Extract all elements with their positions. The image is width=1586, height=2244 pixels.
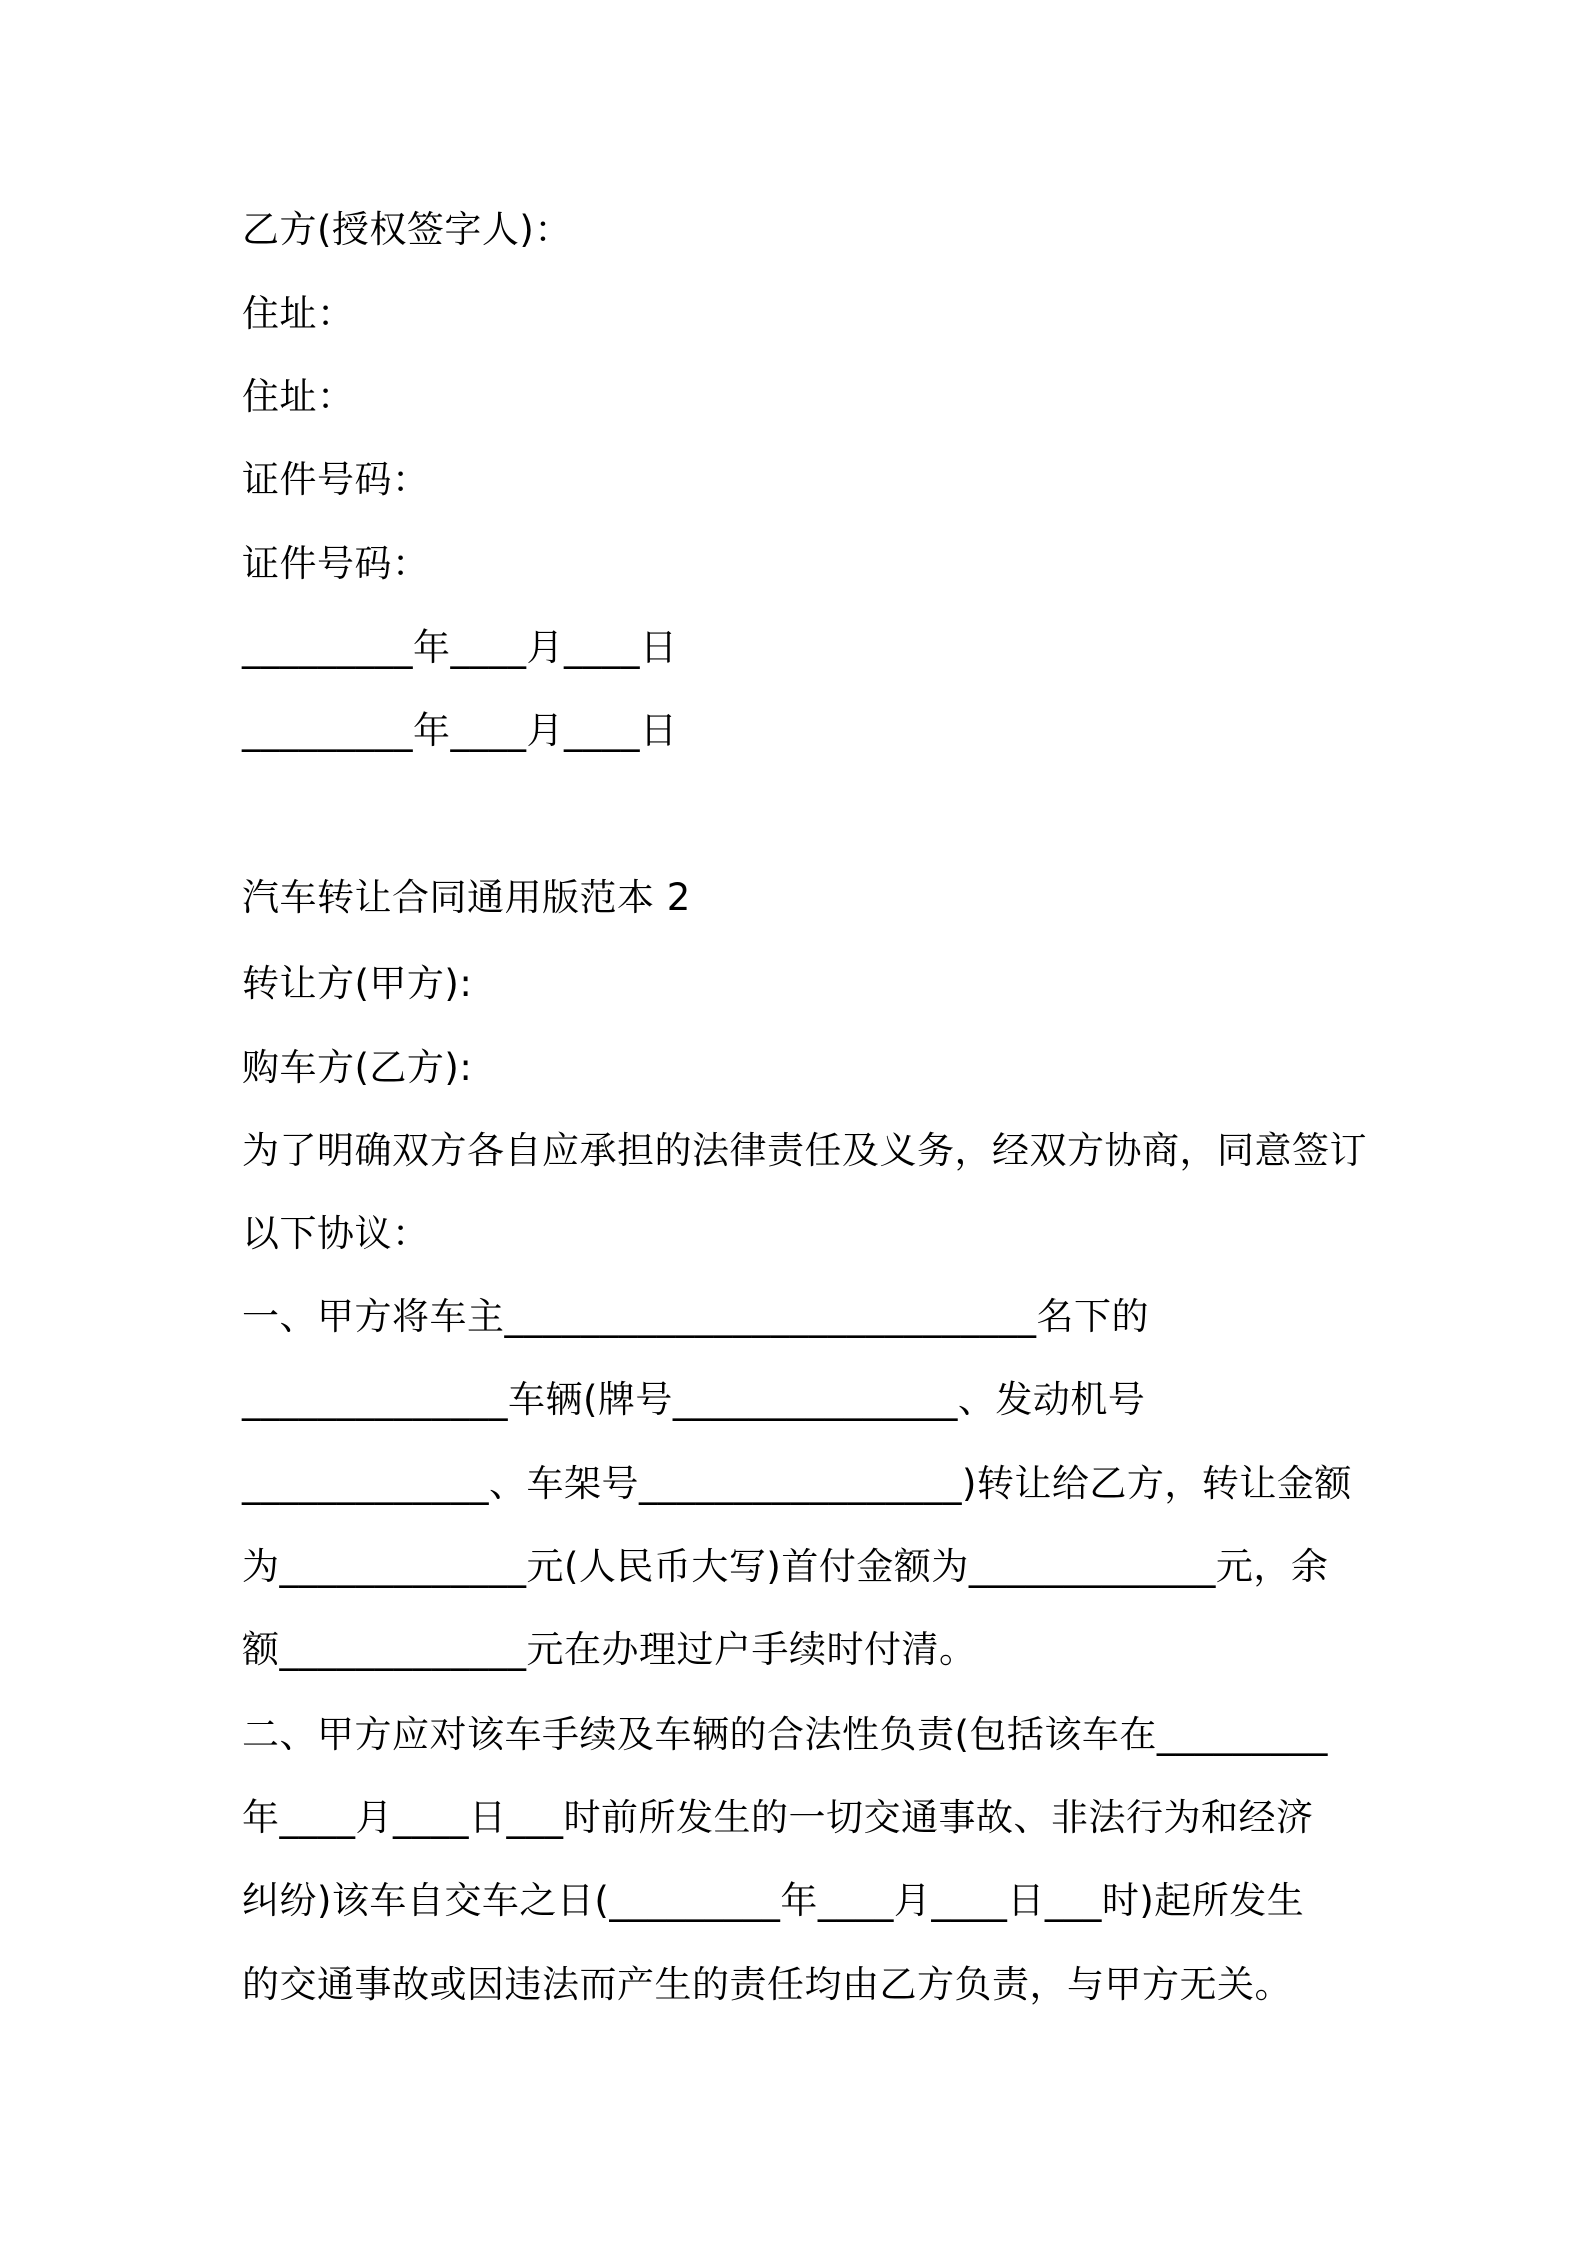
clause-1-line: 为_____________元(人民币大写)首付金额为_____________元，余 <box>242 1545 1329 1588</box>
id-number-label-1: 证件号码： <box>242 458 430 501</box>
clause-1-line: _____________、车架号_________________)转让给乙方，转让金额 <box>242 1462 1352 1505</box>
clause-1-line: 额_____________元在办理过户手续时付清。 <box>242 1628 977 1671</box>
date-line-2: _________年____月____日 <box>242 709 678 752</box>
address-label-2: 住址： <box>242 375 355 418</box>
id-number-label-2: 证件号码： <box>242 542 430 585</box>
buyer-label: 购车方(乙方): <box>242 1046 473 1089</box>
transferor-label: 转让方(甲方): <box>242 962 473 1005</box>
clause-1-line: ______________车辆(牌号_______________、发动机号 <box>242 1378 1146 1421</box>
clause-2-line: 纠纷)该车自交车之日(_________年____月____日___时)起所发生 <box>242 1879 1305 1922</box>
party-b-signatory-label: 乙方(授权签字人)： <box>242 208 572 251</box>
contract-title: 汽车转让合同通用版范本 2 <box>242 876 691 919</box>
clause-1-line: 一、甲方将车主____________________________名下的 <box>242 1295 1149 1338</box>
intro-paragraph-line: 为了明确双方各自应承担的法律责任及义务，经双方协商，同意签订 <box>242 1129 1367 1172</box>
clause-2-line: 二、甲方应对该车手续及车辆的合法性负责(包括该车在_________ <box>242 1713 1328 1756</box>
date-line-1: _________年____月____日 <box>242 626 678 669</box>
intro-paragraph-line: 以下协议： <box>242 1212 430 1255</box>
clause-2-line: 年____月____日___时前所发生的一切交通事故、非法行为和经济 <box>242 1796 1314 1839</box>
address-label-1: 住址： <box>242 292 355 335</box>
clause-2-line: 的交通事故或因违法而产生的责任均由乙方负责，与甲方无关。 <box>242 1963 1292 2006</box>
